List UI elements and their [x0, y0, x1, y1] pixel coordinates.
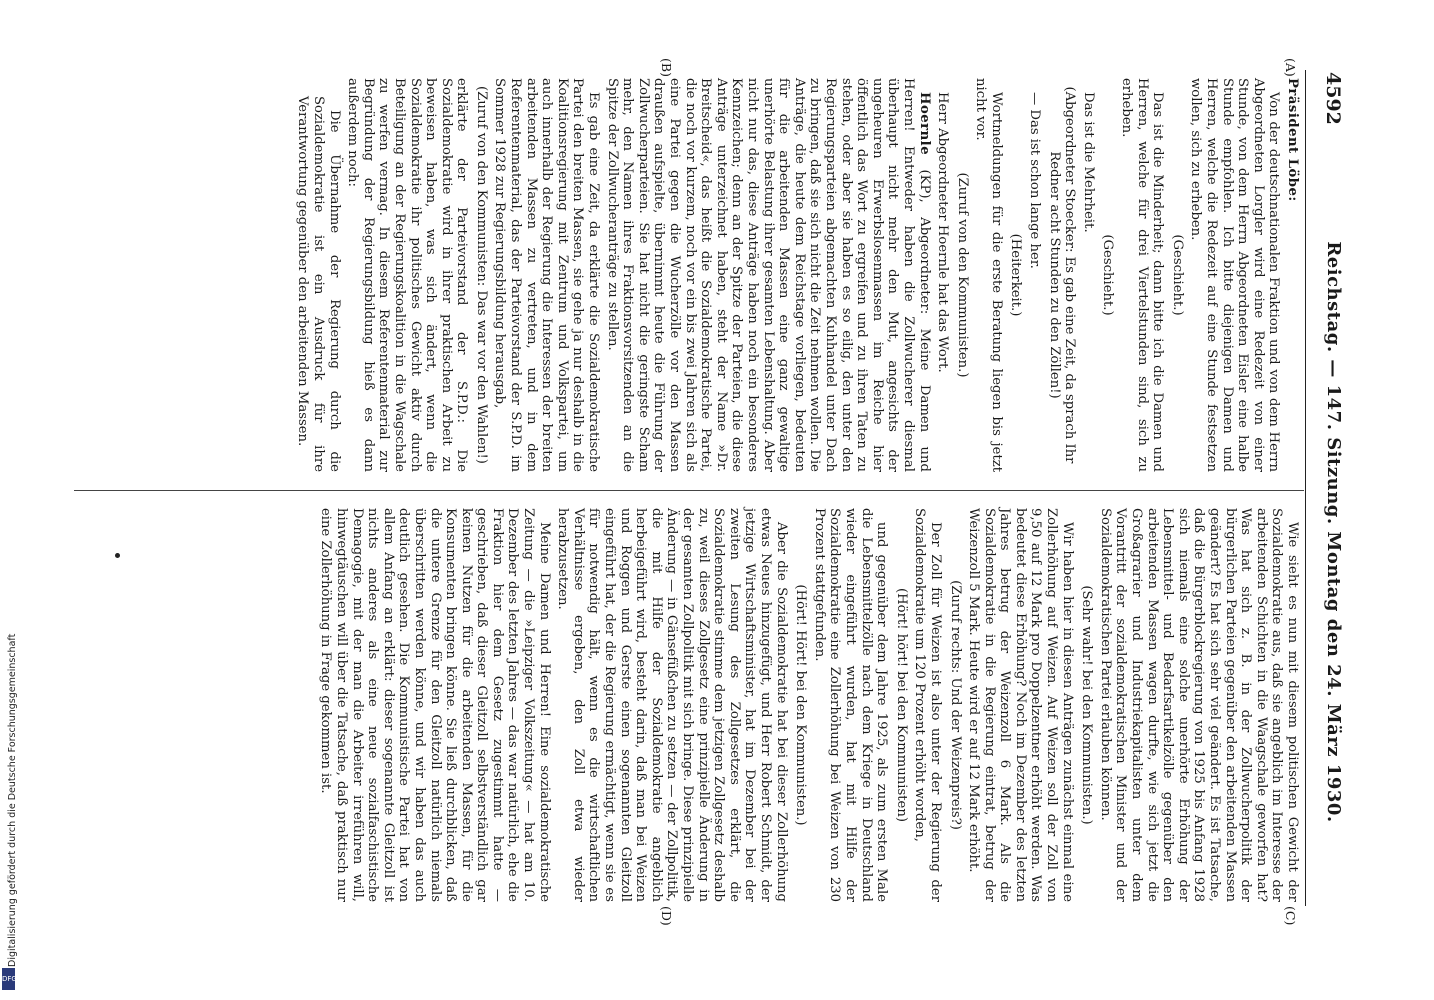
page-title: Reichstag. — 147. Sitzung. Montag den 24. März 1930.	[1323, 241, 1344, 823]
margin-mark-b: (B)	[659, 58, 674, 77]
interjection: (Zuruf rechts: Und der Weizenpreis?)	[947, 580, 963, 830]
interjection: (Zuruf von den Kommunisten: Das war vor den Wahlen!)	[473, 86, 489, 464]
paragraph: Wir haben hier in diesen Anträgen zunächst einmal eine Zollerhöhung auf Weizen. Auf Weizen soll der Zoll von 9,50 auf 12 Mark pro Doppelzentner erhöht werden. Was bedeutet diese Erhöhung? Noch im Dezember des letzten Jahres betrug der Weizenzoll 6 Mark. Als die Sozialdemokratie in die Regierung eintrat, betrug der Weizenzoll 5 Mark. Heute wird er auf 12 Mark erhöht.	[966, 508, 1075, 902]
paragraph: Wie sieht es nun mit diesem politischen Gewicht der Sozialdemokratie aus, daß sie angeblich im Interesse der arbeitenden Schichten in die Waagschale geworfen hat? Was hat sich z. B. in der Zollwucherpolitik der bürgerlichen Parteien gegenüber den arbeitenden Massen geändert? Es hat sich sehr viel geändert. Es ist Tatsache, daß die Bürgerblockregierung von 1925 bis Anfang 1928 sich niemals eine solche unerhörte Erhöhung der Lebensmittel- und Bedarfsartikelzölle gegenüber den arbeitenden Massen wagen durfte, wie sich jetzt die Großagrarier und Industriekapitalisten unter dem Vorantritt der sozialdemokratischen Minister und der Sozialdemokratischen Partei erlauben können.	[1097, 508, 1300, 902]
interjection: (Hört! Hört! bei den Kommunisten.)	[793, 584, 809, 826]
margin-mark-a: (A)	[1283, 58, 1298, 77]
paragraph: Wortmeldungen für die erste Beratung liegen bis jetzt nicht vor.	[973, 78, 1004, 472]
stage-direction: (Geschieht.)	[1169, 234, 1185, 316]
paragraph: Herr Abgeordneter Hoernle hat das Wort.	[935, 92, 951, 373]
interjection: (Sehr wahr! bei den Kommunisten.)	[1079, 585, 1095, 825]
quotation: Die Übernahme der Regierung durch die Sozialdemokratie ist ein Ausdruck für ihre Verantwortung gegenüber den arbeitenden Massen.	[295, 96, 342, 472]
paragraph: erklärte der Parteivorstand der S.P.D.: Die Sozialdemokratie wird in ihrer praktischen Arbeit zu beweisen haben, was sich ändert, wenn die Sozialdemokratie ihr politisches Gewicht aktiv durch Beteiligung an der Regierungskoalition in die Wagschale zu werfen vermag. In diesem Referentenmaterial zur Begründung der Regierungsbildung hieß es dann außerdem noch:	[345, 78, 470, 472]
paragraph: Das ist die Mehrheit.	[1080, 92, 1096, 233]
speech-paragraph: Hoernle (KP), Abgeordneter: Meine Damen und Herren! Entweder haben die Zollwucherer diesmal überhaupt nicht mehr den Mut, angesichts der ungeheuren Erwerbslosenmassen im Reiche hier öffentlich das Wort zu ergreifen und zu ihren Taten zu stehen, oder aber sie haben es so eilig, den unter den Regierungsparteien abgemachten Kuhhandel unter Dach zu bringen, daß sie sich nicht die Zeit nehmen wollen. Die Anträge, die heute dem Reichstage vorliegen, bedeuten für die arbeitenden Massen eine ganz gewaltige unerhörte Belastung ihrer gesamten Lebenshaltung. Aber nicht nur das, diese Anträge haben noch ein besonderes Kennzeichen; denn an der Spitze der Parteien, die diese Anträge unterzeichnet haben, steht der Name »Dr. Breitscheid«, das heißt die Sozialdemokratische Partei, die noch vor kurzem, noch vor ein bis zwei Jahren sich als eine Partei gegen die Wucherzölle vor den Massen draußen aufspielte, übernimmt heute die Führung der Zollwucherparteien. Sie hat nicht die geringste Scham mehr, den Namen ihres Fraktionsvorsitzenden an die Spitze der Zollwucheranträge zu stellen.	[604, 78, 932, 472]
margin-mark-c: (C)	[1283, 906, 1298, 926]
right-column	[315, 508, 1300, 902]
left-column	[292, 78, 1300, 472]
paragraph: Der Zoll für Weizen ist also unter der Regierung der Sozialdemokratie um 120 Prozent erhöht worden,	[912, 508, 943, 902]
speaker-name: Hoernle	[916, 92, 932, 156]
stage-direction: (Geschieht.)	[1100, 234, 1116, 316]
ink-spot	[115, 553, 120, 558]
paragraph: Das ist die Minderheit; dann bitte ich die Damen und Herren, welche für drei Viertelstunden sind, sich zu erheben.	[1119, 78, 1166, 472]
speaker-heading: Präsident Löbe:	[1285, 78, 1300, 202]
stage-direction: (Heiterkeit.)	[1008, 233, 1024, 317]
dfg-logo: DFG	[2, 968, 15, 990]
margin-mark-d: (D)	[659, 906, 674, 926]
header-rule	[1305, 70, 1306, 906]
column-divider	[74, 490, 1304, 491]
paragraph: Aber die Sozialdemokratie hat bei dieser Zollerhöhung etwas Neues hinzugefügt, und Herr Robert Schmidt, der jetzige Wirtschaftsminister, hat im Dezember bei der zweiten Lesung des Zollgesetzes erklärt, die Sozialdemokratie stimme dem jetzigen Zollgesetz deshalb zu, weil dieses Zollgesetz eine prinzipielle Änderung in der gesamten Zollpolitik mit sich bringe. Diese prinzipielle Änderung — in Gänsefüßchen zu setzen — der Zollpolitik, die mit Hilfe der Sozialdemokratie angeblich herbeigeführt wird, besteht darin, daß man bei Weizen und Roggen und Gerste einen sogenannten Gleitzoll eingeführt hat, der die Regierung ermächtigt, wenn sie es für notwendig hält, wenn es die wirtschaftlichen Verhältnisse ergeben, den Zoll etwa wieder herabzusetzen.	[555, 508, 789, 903]
paragraph: und gegenüber dem Jahre 1925, als zum ersten Male die Lebensmittelzölle nach dem Kriege in Deutschland wieder eingeführt wurden, hat mit Hilfe der Sozialdemokratie eine Zollerhöhung bei Weizen von 230 Prozent stattgefunden.	[811, 508, 890, 902]
interjection: (Hört! hört! bei den Kommunisten)	[893, 588, 909, 822]
page-header	[1314, 72, 1344, 902]
page-number: 4592	[1322, 72, 1344, 125]
paragraph: Von der deutschnationalen Fraktion und von dem Herrn Abgeordneten Lorgler wird eine Redezeit von einer Stunde, von dem Herrn Abgeordneten Eisler eine halbe Stunde empfohlen. Ich bitte diejenigen Damen und Herren, welche die Redezeit auf eine Stunde festsetzen wollen, sich zu erheben.	[1188, 78, 1282, 472]
paragraph: Meine Damen und Herren! Eine sozialdemokratische Zeitung — die »Leipziger Volkszeitung« — hat am 10. Dezember des letzten Jahres — das war natürlich, ehe die Fraktion hier dem Gesetz zugestimmt hatte — geschrieben, daß dieser Gleitzoll selbstverständlich gar keinen Nutzen für die arbeitenden Massen, für die Konsumenten bringen könne. Sie ließ durchblicken, daß die untere Grenze für den Gleitzoll natürlich niemals überschritten werden könne, und wir haben das auch deutlich gesehen. Die Kommunistische Partei hat von allem Anfang an erklärt: dieser sogenannte Gleitzoll ist nichts anderes als eine neue sozialfaschistische Demagogie, mit der man die Arbeiter irreführen will, hinwegtäuschen will über die Tatsache, daß praktisch nur eine Zollerhöhung in Frage gekommen ist.	[318, 508, 552, 902]
paragraph: Es gab eine Zeit, da erklärte die Sozialdemokratische Partei den breiten Massen, sie gehe ja nur deshalb in die Koalitionsregierung mit Zentrum und Volkspartei, um auch innerhalb der Regierung die Interessen der breiten arbeitenden Massen zu vertreten, und in dem Referentenmaterial, das der Parteivorstand der S.P.D. im Sommer 1928 zur Regierungsbildung herausgab,	[492, 78, 602, 472]
interjection: (Abgeordneter Stoecker: Es gab eine Zeit, da sprach Ihr Redner acht Stunden zu den Zöllen!)	[1046, 86, 1078, 464]
paragraph: — Das ist schon lange her.	[1027, 92, 1043, 269]
interjection: (Zuruf von den Kommunisten.)	[954, 172, 970, 378]
digitization-credit: Digitalisierung gefördert durch die Deutsche Forschungsgemeinschaft	[7, 633, 18, 967]
